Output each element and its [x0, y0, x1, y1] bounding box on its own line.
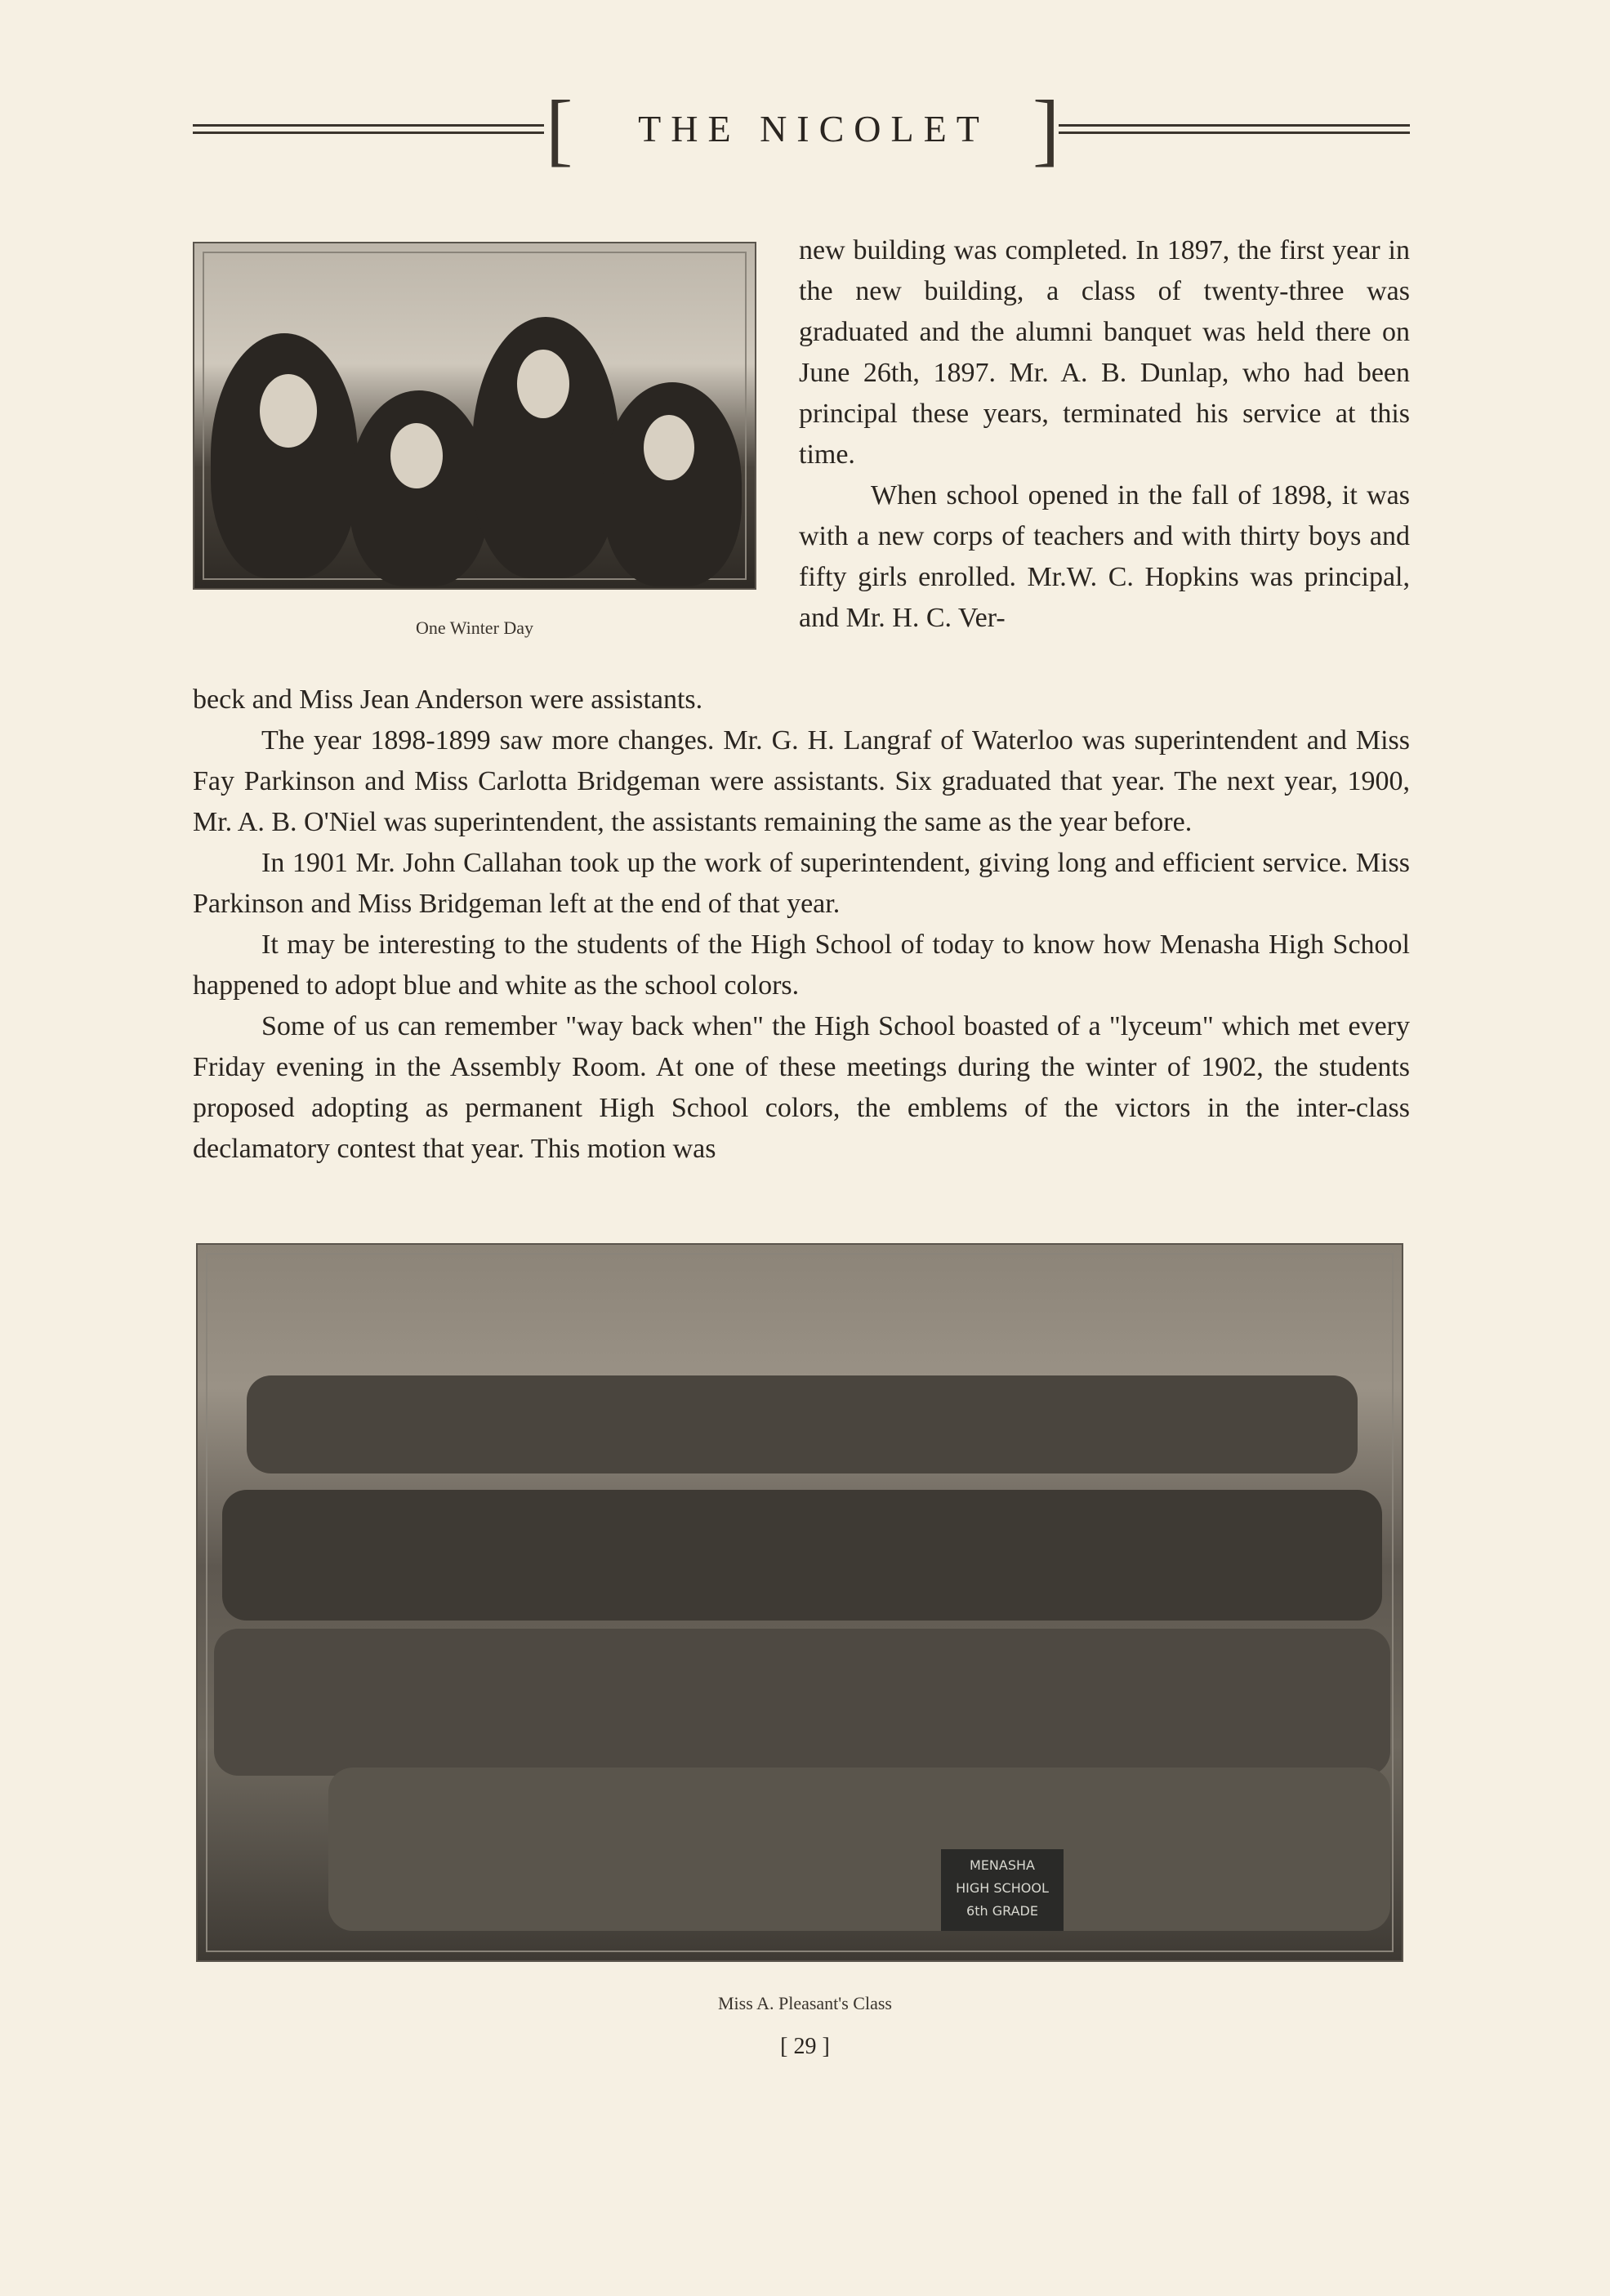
- photo-seated-row: [328, 1768, 1390, 1931]
- photo-slate: [941, 1849, 1064, 1931]
- photo-figure: [603, 382, 742, 586]
- paragraph: Some of us can remember "way back when" the High School boasted of a "lyceum" which met every Friday evening in the Assembly Room. At one of these meetings during the winter of 1902, the students proposed adopting as permanent High School colors, the emblems of the victors in the inter-class declamatory contest that year. This motion was: [193, 1011, 1410, 1164]
- header-bracket-right: ]: [1032, 83, 1060, 174]
- full-width-text: [193, 680, 1410, 1170]
- header-bracket-left: [: [546, 83, 573, 174]
- slate-line: MENASHA: [970, 1857, 1035, 1873]
- photo-middle-row: [222, 1490, 1382, 1621]
- photo-one-winter-day: [193, 242, 756, 590]
- paragraph: new building was completed. In 1897, the first year in the new building, a class of twenty-three was graduated and the alumni banquet was held there on June 26th, 1897. Mr. A. B. Dunlap, who had been principal these years, terminated his service at this time.: [799, 235, 1410, 470]
- photo-face: [390, 423, 443, 488]
- photo-caption-bottom: Miss A. Pleasant's Class: [718, 1993, 892, 2013]
- photo-face: [517, 350, 569, 418]
- photo-front-standing-row: [214, 1629, 1390, 1776]
- photo-figure: [350, 390, 488, 586]
- header-title: THE NICOLET: [638, 108, 989, 149]
- photo-face: [644, 415, 694, 480]
- photo-figure: [211, 333, 358, 578]
- page-header: [193, 83, 1410, 174]
- paragraph: When school opened in the fall of 1898, it was with a new corps of teachers and with thirty boys and fifty girls enrolled. Mr.W. C. Hopkins was principal, and Mr. H. C. Ver-: [799, 480, 1410, 633]
- header-rule-left: [193, 124, 544, 134]
- slate-line: HIGH SCHOOL: [956, 1880, 1049, 1896]
- right-text-column: [799, 230, 1410, 639]
- page-number: [ 29 ]: [780, 2034, 830, 2059]
- photo-face: [260, 374, 317, 448]
- paragraph: It may be interesting to the students of the High School of today to know how Menasha High School happened to adopt blue and white as the school colors.: [193, 930, 1410, 1001]
- paragraph: In 1901 Mr. John Callahan took up the work of superintendent, giving long and efficient service. Miss Parkinson and Miss Bridgeman left at the end of that year.: [193, 848, 1410, 919]
- paragraph: beck and Miss Jean Anderson were assistants.: [193, 684, 703, 715]
- photo-caption-top: One Winter Day: [415, 617, 534, 638]
- photo-class-group: [196, 1243, 1403, 1962]
- paragraph: The year 1898-1899 saw more changes. Mr. G. H. Langraf of Waterloo was superintendent and Miss Fay Parkinson and Miss Carlotta Bridgeman were assistants. Six graduated that year. The next year, 1900, Mr. A. B. O'Niel was superintendent, the assistants remaining the same as the year before.: [193, 725, 1410, 837]
- photo-back-row: [247, 1375, 1358, 1473]
- slate-line: 6th GRADE: [966, 1903, 1038, 1919]
- header-rule-right: [1059, 124, 1410, 134]
